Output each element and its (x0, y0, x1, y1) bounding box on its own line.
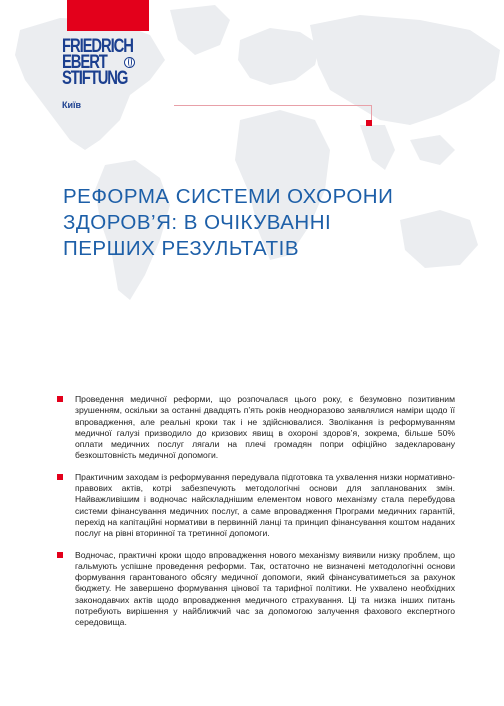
bullet-red-square (57, 396, 63, 402)
top-red-block (67, 0, 149, 31)
summary-bullet (57, 394, 455, 462)
fes-logo (62, 36, 172, 89)
logo-line-stiftung: STIFTUNG (62, 68, 128, 89)
document-title (63, 184, 463, 262)
connector-line-horizontal (174, 105, 371, 106)
title-line-2: ЗДОРОВ’Я: В ОЧІКУВАННІ (63, 211, 332, 234)
logo-line-ebert: EBERT (62, 52, 107, 73)
summary-bullet (57, 550, 455, 629)
title-line-1: РЕФОРМА СИСТЕМИ ОХОРОНИ (63, 185, 394, 208)
summary-text: Практичним заходам із реформування передувала підготовка та ухвалення низки нормативно-правових актів, котрі забезпечують методологічні основи для запланованих змін. Найважливішим і водночас найскладнішим елементом нового механізму стала перебудова системи фінансування медичних послуг, а саме впровадження Програми медичних гарантій, перехід на капітаційні нормативи в первинній ланці та принцип фінансування коштом наданих послуг на рівні вторинної та третинної допомоги. (75, 471, 455, 539)
title-line-3: ПЕРШИХ РЕЗУЛЬТАТІВ (63, 237, 300, 260)
connector-line-vertical (371, 105, 372, 120)
globe-icon (124, 57, 135, 68)
summary-text: Проведення медичної реформи, що розпочалася цього року, є безумовно позитивним зрушенням, оскільки за останні двадцять п’ять років неодноразово заявлялися наміри щодо її впровадження, але реальні кроки так і не здійснювалися. Зволікання із реформуванням медичної галузі призводило до кризових явищ в охороні здоров’я, зокрема, більше 50% оплати медичних послуг лягали на плечі громадян попри офіційно задекларовану безкоштовність медичної допомоги. (75, 394, 455, 461)
summary-bullet (57, 472, 455, 540)
bullet-red-square (57, 552, 63, 558)
summary-text: Водночас, практичні кроки щодо впровадження нового механізму виявили низку проблем, що гальмують успішне проведення реформи. Так, остаточно не визначені методологічні основи формування гарантованого обсягу медичної допомоги, який фінансуватиметься за рахунок бюджету. Не завершено формування цінової та тарифної політики. Не ухвалено необхідних законодавчих актів щодо впровадження медичного страхування. Ці та низка інших питань потребують вирішення у найближчий час за допомогою залучення фахового експертного середовища. (75, 549, 455, 628)
logo-city-label: Київ (62, 100, 82, 110)
logo-line-friedrich: FRIEDRICH (62, 36, 133, 57)
connector-red-square (366, 120, 372, 126)
summary-bullets (57, 394, 455, 639)
bullet-red-square (57, 474, 63, 480)
